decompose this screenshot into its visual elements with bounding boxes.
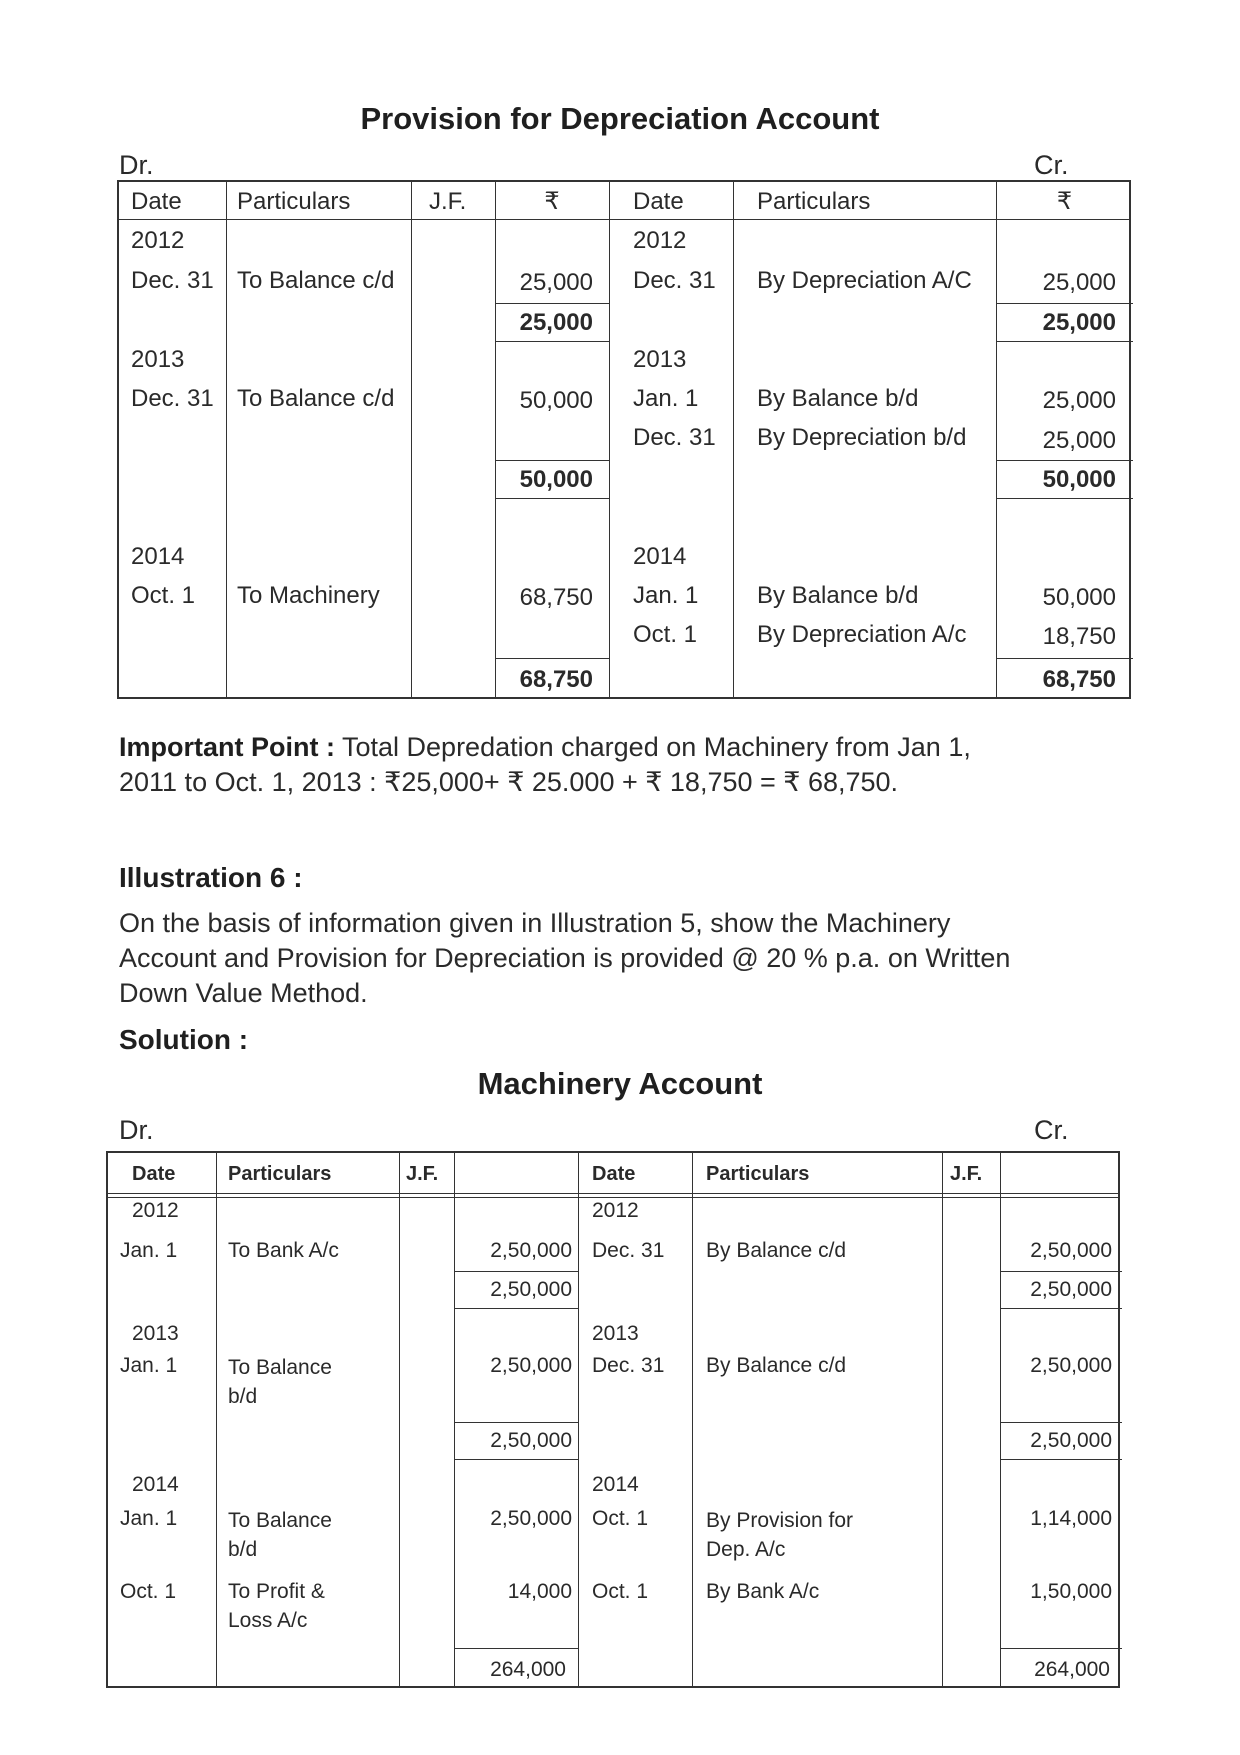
year-label: 2014 bbox=[132, 1473, 179, 1496]
entry-date: Jan. 1 bbox=[633, 385, 699, 412]
entry-date: Jan. 1 bbox=[120, 1354, 178, 1377]
entry-particulars: By Depreciation b/d bbox=[757, 424, 967, 451]
entry-particulars: Dep. A/c bbox=[706, 1538, 786, 1561]
important-point bbox=[119, 730, 1129, 800]
total-amount: 25,000 bbox=[519, 309, 593, 336]
entry-date: Oct. 1 bbox=[633, 621, 698, 648]
illustration-line1: On the basis of information given in Illustration 5, show the Machinery bbox=[119, 908, 951, 938]
entry-date: Oct. 1 bbox=[592, 1580, 649, 1603]
entry-date: Jan. 1 bbox=[633, 582, 699, 609]
year-label: 2013 bbox=[131, 346, 185, 373]
entry-particulars: By Depreciation A/c bbox=[757, 621, 967, 648]
total-amount: 50,000 bbox=[519, 466, 593, 493]
year-label: 2012 bbox=[592, 1199, 639, 1222]
year-label: 2013 bbox=[592, 1322, 639, 1345]
entry-amount: 25,000 bbox=[1042, 427, 1116, 454]
entry-particulars: Loss A/c bbox=[228, 1609, 308, 1632]
year-label: 2012 bbox=[633, 227, 687, 254]
entry-amount: 2,50,000 bbox=[490, 1239, 572, 1262]
cr-label: Cr. bbox=[1034, 150, 1069, 180]
entry-date: Jan. 1 bbox=[120, 1239, 178, 1262]
entry-particulars: To Balance c/d bbox=[237, 267, 395, 294]
entry-date: Dec. 31 bbox=[633, 424, 716, 451]
entry-amount: 1,50,000 bbox=[1030, 1580, 1112, 1603]
entry-particulars: To Balance bbox=[228, 1356, 332, 1379]
total-amount: 264,000 bbox=[1034, 1658, 1110, 1681]
entry-particulars: To Bank A/c bbox=[228, 1239, 339, 1262]
year-label: 2012 bbox=[132, 1199, 179, 1222]
header-jf-cr: J.F. bbox=[950, 1163, 983, 1185]
entry-amount: 50,000 bbox=[1042, 584, 1116, 611]
entry-particulars: By Balance c/d bbox=[706, 1354, 847, 1377]
provision-account-title: Provision for Depreciation Account bbox=[360, 101, 880, 136]
illustration-line2: Account and Provision for Depreciation is provided @ 20 % p.a. on Written bbox=[119, 943, 1011, 973]
entry-amount: 25,000 bbox=[1042, 269, 1116, 296]
entry-amount: 14,000 bbox=[507, 1580, 572, 1603]
entry-amount: 50,000 bbox=[519, 387, 593, 414]
total-amount: 25,000 bbox=[1042, 309, 1116, 336]
entry-particulars: To Profit & bbox=[228, 1580, 325, 1603]
illustration-heading: Illustration 6 : bbox=[119, 862, 303, 893]
entry-particulars: To Machinery bbox=[237, 582, 380, 609]
entry-particulars: By Balance c/d bbox=[706, 1239, 847, 1262]
total-amount: 2,50,000 bbox=[490, 1429, 572, 1452]
illustration-text bbox=[119, 906, 1129, 1011]
entry-amount: 18,750 bbox=[1042, 623, 1116, 650]
entry-particulars: b/d bbox=[228, 1538, 258, 1561]
entry-amount: 25,000 bbox=[519, 269, 593, 296]
year-label: 2014 bbox=[592, 1473, 639, 1496]
entry-particulars: By Provision for bbox=[706, 1509, 854, 1532]
year-label: 2014 bbox=[131, 543, 185, 570]
header-amount-cr: ₹ bbox=[1056, 188, 1073, 215]
entry-date: Oct. 1 bbox=[120, 1580, 177, 1603]
entry-amount: 2,50,000 bbox=[1030, 1354, 1112, 1377]
header-particulars-cr: Particulars bbox=[757, 188, 871, 215]
year-label: 2012 bbox=[131, 227, 185, 254]
total-amount: 50,000 bbox=[1042, 466, 1116, 493]
header-date-cr: Date bbox=[633, 188, 684, 215]
machinery-account-title: Machinery Account bbox=[477, 1066, 763, 1101]
total-amount: 2,50,000 bbox=[1030, 1278, 1112, 1301]
entry-particulars: b/d bbox=[228, 1385, 258, 1408]
entry-amount: 2,50,000 bbox=[490, 1354, 572, 1377]
header-particulars: Particulars bbox=[228, 1163, 332, 1185]
important-point-line1: Total Depredation charged on Machinery from Jan 1, bbox=[342, 732, 971, 762]
entry-amount: 25,000 bbox=[1042, 387, 1116, 414]
entry-amount: 2,50,000 bbox=[490, 1507, 572, 1530]
important-point-line2: 2011 to Oct. 1, 2013 : ₹25,000+ ₹ 25.000 + ₹ 18,750 = ₹ 68,750. bbox=[119, 767, 899, 797]
important-point-label: Important Point : bbox=[119, 732, 335, 762]
header-particulars: Particulars bbox=[237, 188, 351, 215]
entry-particulars: By Depreciation A/C bbox=[757, 267, 972, 294]
header-jf: J.F. bbox=[406, 1163, 439, 1185]
entry-date: Dec. 31 bbox=[131, 385, 214, 412]
entry-particulars: To Balance c/d bbox=[237, 385, 395, 412]
entry-date: Oct. 1 bbox=[592, 1507, 649, 1530]
header-amount: ₹ bbox=[544, 188, 560, 215]
header-date: Date bbox=[132, 1163, 176, 1185]
machinery-account-table bbox=[106, 1151, 1120, 1688]
provision-account-table bbox=[117, 180, 1131, 699]
total-amount: 2,50,000 bbox=[490, 1278, 572, 1301]
entry-particulars: To Balance bbox=[228, 1509, 332, 1532]
header-jf: J.F. bbox=[429, 188, 467, 215]
entry-particulars: By Balance b/d bbox=[757, 385, 919, 412]
header-date-cr: Date bbox=[592, 1163, 636, 1185]
entry-date: Oct. 1 bbox=[131, 582, 196, 609]
total-amount: 2,50,000 bbox=[1030, 1429, 1112, 1452]
entry-particulars: By Bank A/c bbox=[706, 1580, 820, 1603]
entry-date: Dec. 31 bbox=[633, 267, 716, 294]
header-particulars-cr: Particulars bbox=[706, 1163, 810, 1185]
year-label: 2013 bbox=[132, 1322, 179, 1345]
cr-label: Cr. bbox=[1034, 1115, 1069, 1145]
total-amount: 264,000 bbox=[490, 1658, 566, 1681]
entry-particulars: By Balance b/d bbox=[757, 582, 919, 609]
entry-date: Dec. 31 bbox=[131, 267, 214, 294]
year-label: 2013 bbox=[633, 346, 687, 373]
entry-date: Jan. 1 bbox=[120, 1507, 178, 1530]
dr-label: Dr. bbox=[119, 150, 154, 180]
entry-amount: 68,750 bbox=[519, 584, 593, 611]
total-amount: 68,750 bbox=[519, 666, 593, 693]
entry-amount: 1,14,000 bbox=[1030, 1507, 1112, 1530]
dr-label: Dr. bbox=[119, 1115, 154, 1145]
solution-heading: Solution : bbox=[119, 1024, 249, 1055]
year-label: 2014 bbox=[633, 543, 687, 570]
entry-amount: 2,50,000 bbox=[1030, 1239, 1112, 1262]
total-amount: 68,750 bbox=[1042, 666, 1116, 693]
illustration-line3: Down Value Method. bbox=[119, 978, 368, 1008]
entry-date: Dec. 31 bbox=[592, 1354, 665, 1377]
entry-date: Dec. 31 bbox=[592, 1239, 665, 1262]
header-date: Date bbox=[131, 188, 182, 215]
